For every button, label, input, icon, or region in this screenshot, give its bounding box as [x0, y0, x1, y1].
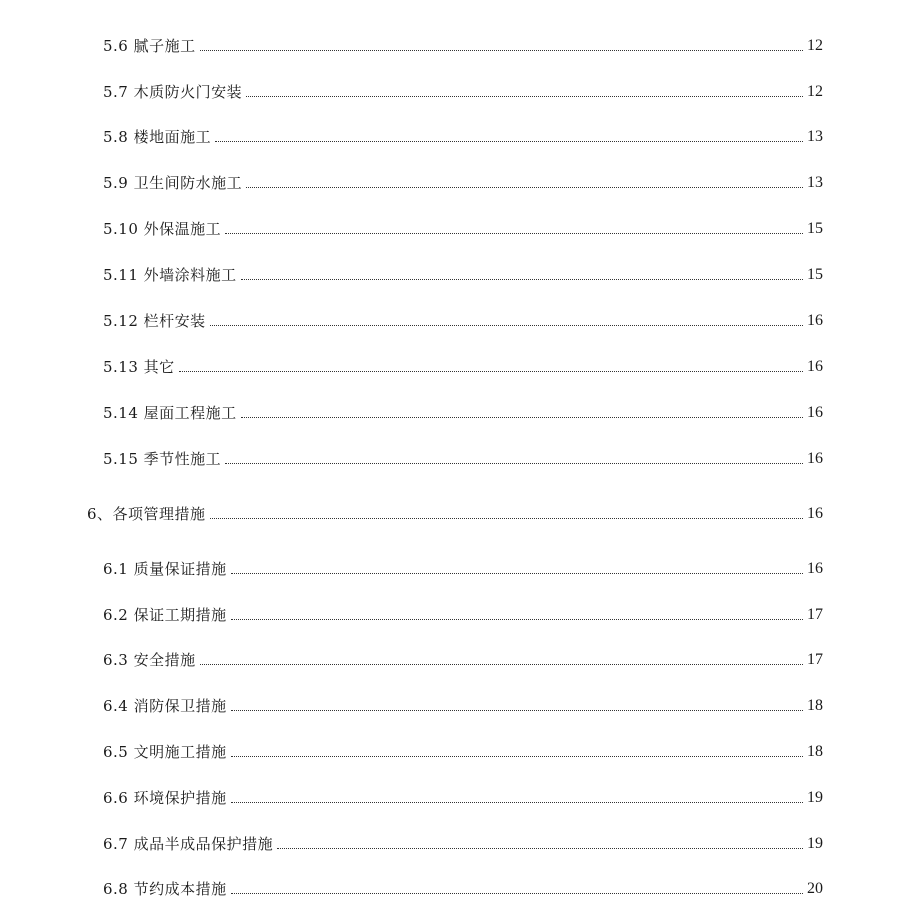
toc-entry-page: 19 [807, 835, 823, 852]
toc-entry-label: 5.11 外墙涂料施工 [103, 266, 237, 284]
toc-dot-leader [231, 710, 803, 711]
toc-dot-leader [246, 187, 803, 188]
toc-entry-label: 5.12 栏杆安装 [103, 312, 206, 330]
toc-entry[interactable] [103, 306, 823, 330]
toc-dot-leader [210, 518, 803, 519]
toc-dot-leader [179, 371, 803, 372]
toc-entry-page: 18 [807, 697, 823, 714]
toc-entry-label: 5.6 腻子施工 [103, 37, 196, 55]
toc-entry-page: 18 [807, 743, 823, 760]
toc-dot-leader [200, 50, 803, 51]
toc-entry[interactable] [103, 737, 823, 761]
toc-entry-label: 5.9 卫生间防水施工 [103, 174, 243, 192]
toc-entry[interactable] [103, 77, 823, 101]
toc-entry[interactable] [103, 31, 823, 55]
toc-entry-page: 13 [807, 128, 823, 145]
toc-entry[interactable] [103, 645, 823, 669]
toc-dot-leader [210, 325, 803, 326]
toc-entry-label: 5.15 季节性施工 [103, 450, 222, 468]
toc-entry[interactable] [103, 398, 823, 422]
toc-dot-leader [241, 417, 803, 418]
toc-entry-label: 6、各项管理措施 [87, 505, 206, 523]
toc-entry[interactable] [103, 829, 823, 853]
toc-entry-page: 12 [807, 37, 823, 54]
toc-entry-label: 6.2 保证工期措施 [103, 606, 227, 624]
toc-dot-leader [200, 664, 803, 665]
toc-entry-page: 17 [807, 606, 823, 623]
toc-entry[interactable] [103, 214, 823, 238]
toc-entry-page: 15 [807, 266, 823, 283]
toc-entry-page: 16 [807, 505, 823, 522]
toc-entry-label: 6.8 节约成本措施 [103, 880, 227, 898]
toc-entry-label: 6.7 成品半成品保护措施 [103, 835, 274, 853]
toc-dot-leader [231, 619, 803, 620]
toc-entry[interactable] [103, 352, 823, 376]
toc-entry-page: 16 [807, 312, 823, 329]
toc-entry-page: 15 [807, 220, 823, 237]
toc-entry[interactable] [103, 444, 823, 468]
toc-entry[interactable] [103, 554, 823, 578]
toc-entry-page: 16 [807, 560, 823, 577]
toc-entry-label: 6.3 安全措施 [103, 651, 196, 669]
toc-entry-page: 13 [807, 174, 823, 191]
toc-entry[interactable] [103, 691, 823, 715]
toc-entry[interactable] [103, 600, 823, 624]
toc-dot-leader [231, 756, 803, 757]
toc-dot-leader [231, 802, 803, 803]
toc-section-entry[interactable] [87, 499, 823, 523]
toc-entry-label: 5.8 楼地面施工 [103, 128, 212, 146]
toc-dot-leader [231, 893, 803, 894]
toc-dot-leader [277, 848, 803, 849]
toc-entry-page: 19 [807, 789, 823, 806]
toc-entry[interactable] [103, 260, 823, 284]
toc-entry-label: 5.13 其它 [103, 358, 175, 376]
toc-entry-page: 20 [807, 880, 823, 897]
toc-entry-page: 16 [807, 358, 823, 375]
toc-dot-leader [225, 233, 803, 234]
toc-entry-label: 6.5 文明施工措施 [103, 743, 227, 761]
toc-entry-label: 6.4 消防保卫措施 [103, 697, 227, 715]
toc-entry-page: 16 [807, 404, 823, 421]
toc-entry[interactable] [103, 122, 823, 146]
toc-entry[interactable] [103, 874, 823, 898]
toc-entry-label: 5.7 木质防火门安装 [103, 83, 243, 101]
toc-entry[interactable] [103, 168, 823, 192]
toc-entry-label: 6.6 环境保护措施 [103, 789, 227, 807]
toc-entry[interactable] [103, 783, 823, 807]
toc-dot-leader [246, 96, 803, 97]
toc-entry-label: 5.14 屋面工程施工 [103, 404, 237, 422]
toc-dot-leader [241, 279, 803, 280]
toc-entry-page: 12 [807, 83, 823, 100]
toc-dot-leader [215, 141, 803, 142]
toc-entry-label: 6.1 质量保证措施 [103, 560, 227, 578]
toc-dot-leader [225, 463, 803, 464]
toc-entry-page: 16 [807, 450, 823, 467]
toc-dot-leader [231, 573, 803, 574]
toc-entry-page: 17 [807, 651, 823, 668]
toc-entry-label: 5.10 外保温施工 [103, 220, 222, 238]
